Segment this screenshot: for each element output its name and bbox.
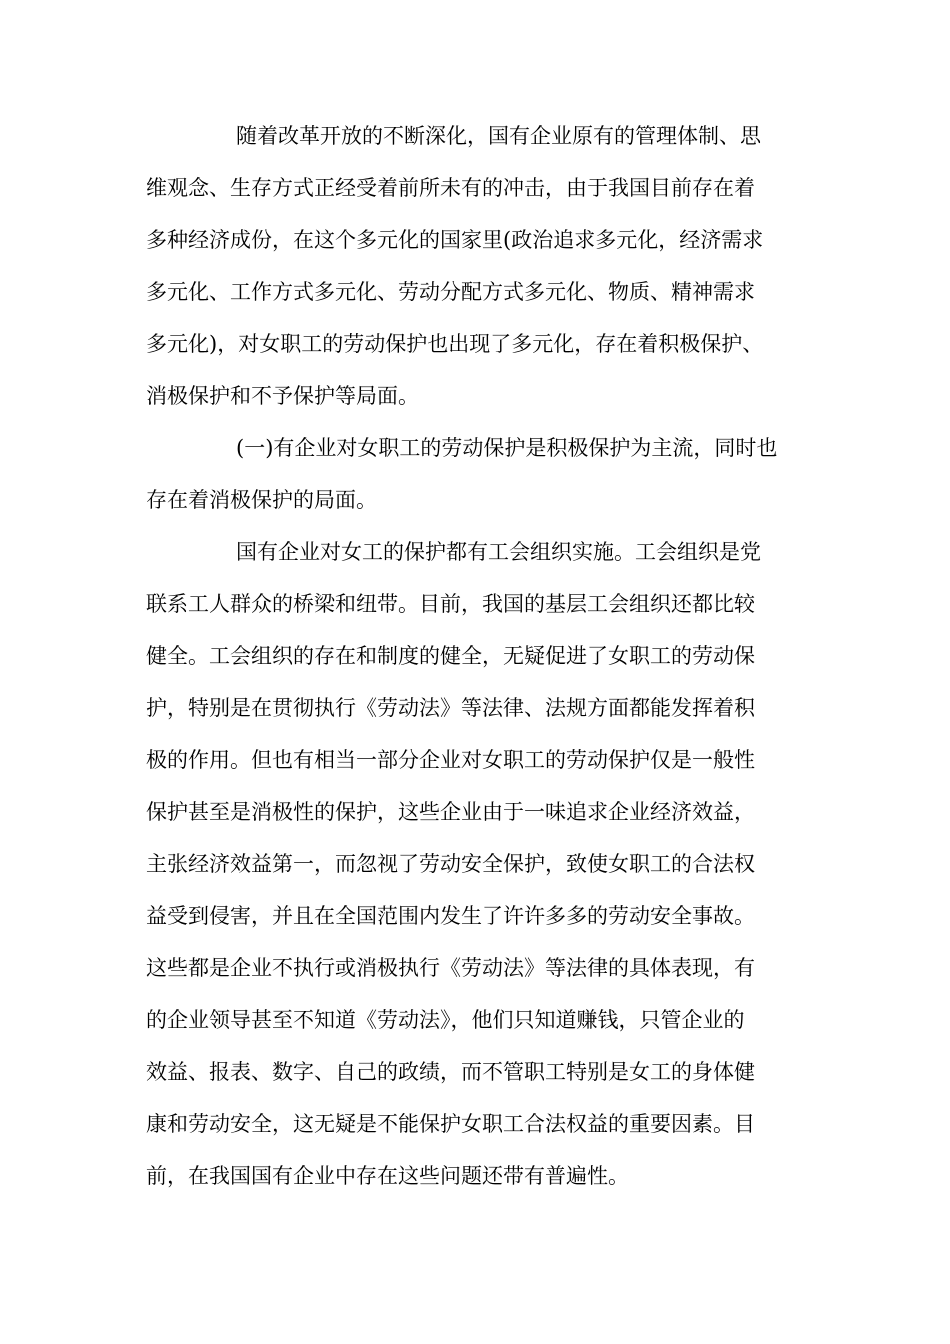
- text-line: 前，在我国国有企业中存在这些问题还带有普遍性。: [146, 1164, 629, 1188]
- text-line: 维观念、生存方式正经受着前所未有的冲击，由于我国目前存在着: [146, 176, 755, 200]
- text-line: 极的作用。但也有相当一部分企业对女职工的劳动保护仅是一般性: [146, 748, 755, 772]
- text-line: (一)有企业对女职工的劳动保护是积极保护为主流，同时也: [236, 436, 778, 460]
- text-line: 随着改革开放的不断深化，国有企业原有的管理体制、思: [236, 124, 761, 148]
- text-line: 存在着消极保护的局面。: [146, 488, 377, 512]
- text-line: 健全。工会组织的存在和制度的健全，无疑促进了女职工的劳动保: [146, 644, 755, 668]
- text-line: 国有企业对女工的保护都有工会组织实施。工会组织是党: [236, 540, 761, 564]
- text-line: 效益、报表、数字、自己的政绩，而不管职工特别是女工的身体健: [146, 1060, 755, 1084]
- text-line: 保护甚至是消极性的保护，这些企业由于一味追求企业经济效益，: [146, 800, 755, 824]
- text-line: 益受到侵害，并且在全国范围内发生了许许多多的劳动安全事故。: [146, 904, 755, 928]
- text-line: 多元化、工作方式多元化、劳动分配方式多元化、物质、精神需求: [146, 280, 755, 304]
- text-line: 康和劳动安全，这无疑是不能保护女职工合法权益的重要因素。目: [146, 1112, 755, 1136]
- text-line: 消极保护和不予保护等局面。: [146, 384, 419, 408]
- text-line: 主张经济效益第一，而忽视了劳动安全保护，致使女职工的合法权: [146, 852, 755, 876]
- text-line: 这些都是企业不执行或消极执行《劳动法》等法律的具体表现，有: [146, 956, 755, 980]
- text-line: 的企业领导甚至不知道《劳动法》，他们只知道赚钱，只管企业的: [146, 1008, 745, 1032]
- text-line: 多种经济成份，在这个多元化的国家里(政治追求多元化，经济需求: [146, 228, 764, 252]
- text-line: 联系工人群众的桥梁和纽带。目前，我国的基层工会组织还都比较: [146, 592, 755, 616]
- text-line: 护，特别是在贯彻执行《劳动法》等法律、法规方面都能发挥着积: [146, 696, 755, 720]
- text-line: 多元化)，对女职工的劳动保护也出现了多元化，存在着积极保护、: [146, 332, 764, 356]
